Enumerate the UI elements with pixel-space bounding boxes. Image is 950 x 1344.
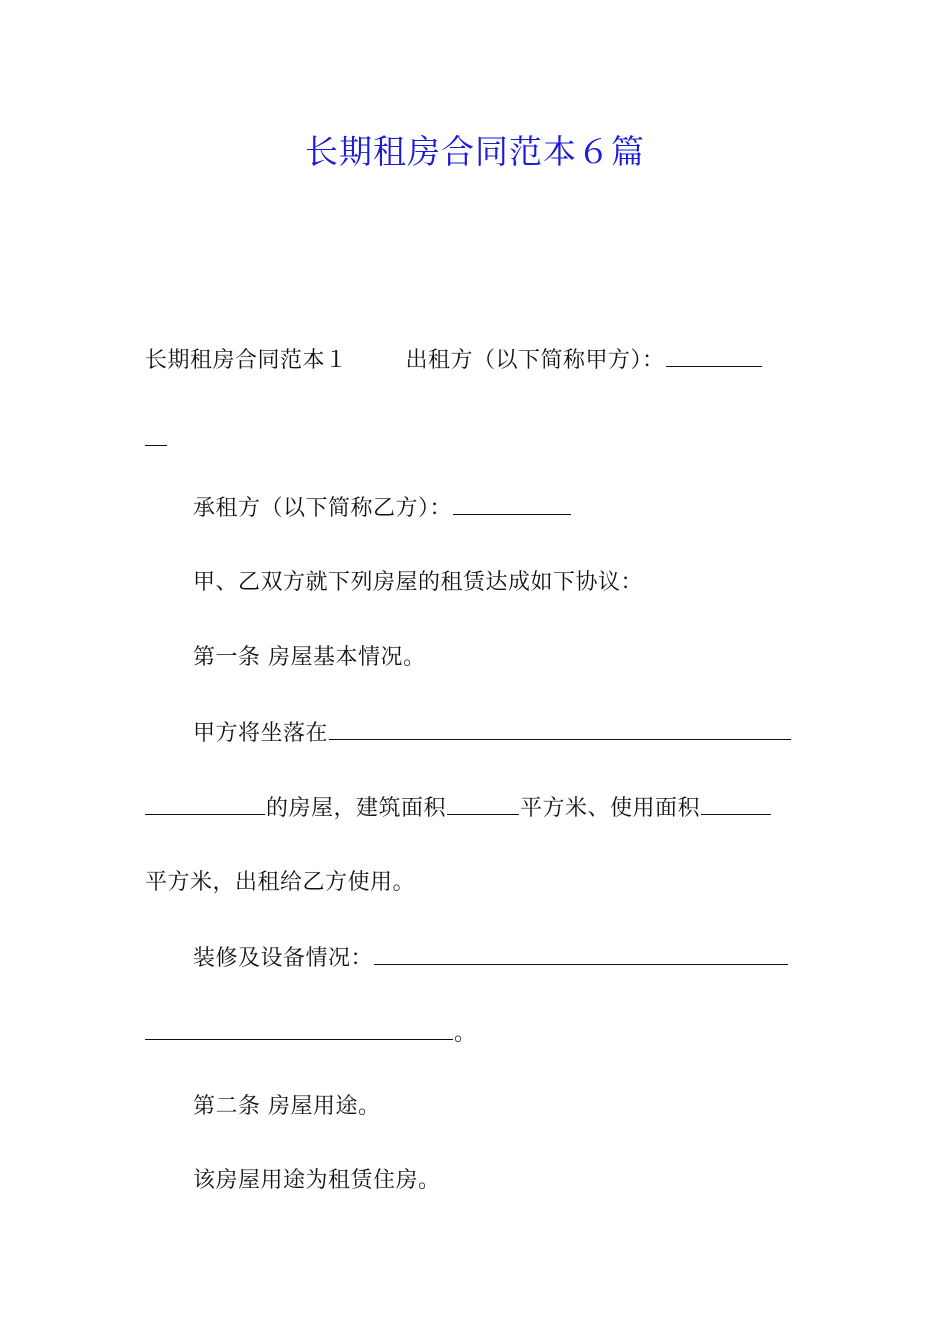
property-location-blank xyxy=(329,717,791,740)
lessor-blank-continuation xyxy=(145,423,805,456)
lessee-line xyxy=(193,492,805,525)
document-title: 长期租房合同范本６篇 xyxy=(305,132,645,171)
lessor-blank xyxy=(666,344,762,367)
agreement-intro: 甲、乙双方就下列房屋的租赁达成如下协议： xyxy=(193,570,644,595)
usable-area-blank xyxy=(701,792,771,815)
decoration-line xyxy=(193,942,805,975)
article-2-heading: 第二条 房屋用途。 xyxy=(193,1094,381,1119)
building-area-label: 的房屋，建筑面积 xyxy=(266,796,447,821)
rental-purpose-line: 平方米，出租给乙方使用。 xyxy=(145,870,416,895)
usable-area-label: 平方米、使用面积 xyxy=(520,796,701,821)
lessor-label: 出租方（以下简称甲方）： xyxy=(405,348,665,373)
decoration-blank xyxy=(374,942,788,965)
contract-heading-line xyxy=(145,344,805,377)
lessee-blank xyxy=(453,492,571,515)
property-location-blank-continued xyxy=(145,792,265,815)
property-location-label: 甲方将坐落在 xyxy=(193,721,329,746)
decoration-blank-continued xyxy=(145,1017,453,1040)
lessor-blank-tail xyxy=(145,423,167,446)
decoration-continuation-line xyxy=(145,1017,805,1050)
article-1-heading: 第一条 房屋基本情况。 xyxy=(193,645,426,670)
property-location-line xyxy=(193,717,805,750)
property-area-line xyxy=(145,792,805,825)
lessee-label: 承租方（以下简称乙方）： xyxy=(193,496,453,521)
contract-number-label: 长期租房合同范本１ xyxy=(145,348,348,373)
building-area-blank xyxy=(447,792,519,815)
decoration-label: 装修及设备情况： xyxy=(193,946,374,971)
decoration-period: 。 xyxy=(454,1021,477,1046)
property-use-text: 该房屋用途为租赁住房。 xyxy=(193,1168,441,1193)
